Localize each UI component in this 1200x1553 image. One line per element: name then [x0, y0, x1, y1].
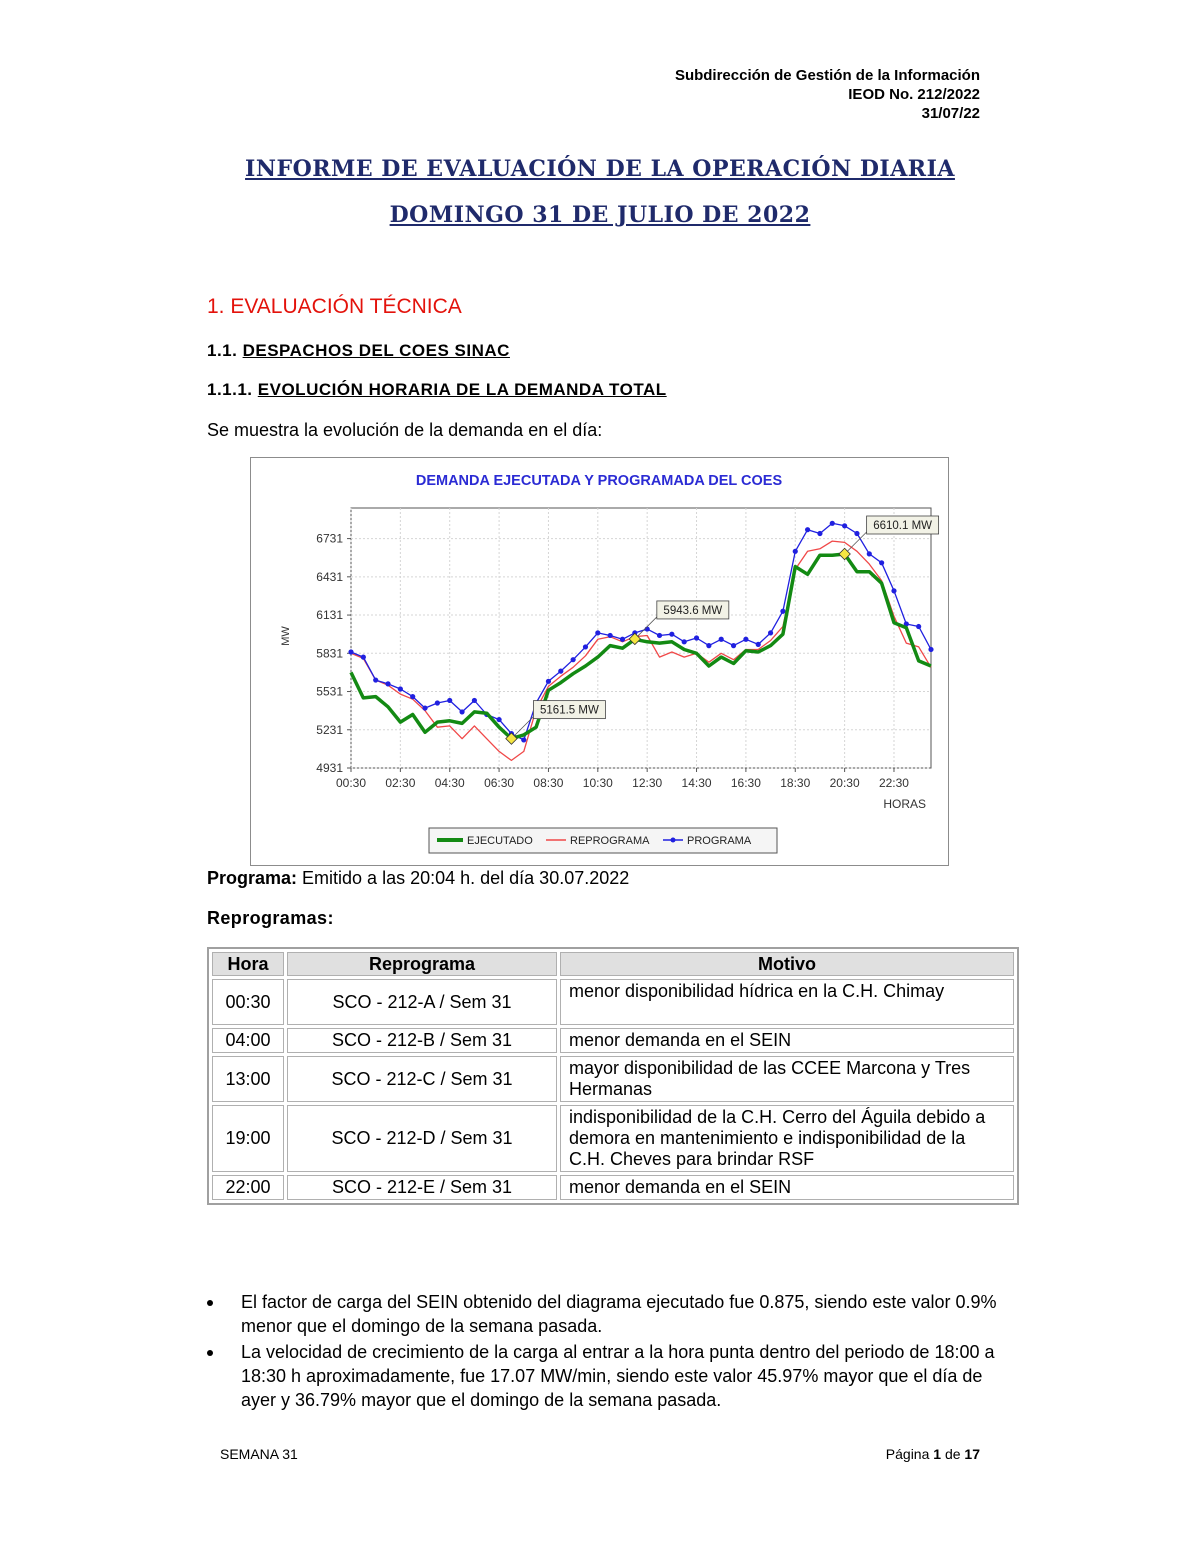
column-header-hora: Hora: [212, 952, 284, 976]
x-tick-label: 10:30: [582, 776, 613, 790]
header-department: Subdirección de Gestión de la Información: [674, 67, 980, 84]
data-point-programa: [385, 681, 390, 686]
footer-week: SEMANA 31: [220, 1446, 298, 1462]
data-point-programa: [830, 521, 835, 526]
y-tick-label: 6731: [316, 531, 343, 546]
x-tick-label: 22:30: [878, 776, 909, 790]
data-point-programa: [435, 700, 440, 705]
cell-reprograma: SCO - 212-C / Sem 31: [287, 1056, 557, 1102]
report-title: INFORME DE EVALUACIÓN DE LA OPERACIÓN DIARIA: [245, 156, 955, 182]
x-tick-label: 02:30: [385, 776, 416, 790]
data-point-programa: [571, 657, 576, 662]
data-point-programa: [891, 588, 896, 593]
section-heading-evolucion: [207, 380, 667, 400]
data-point-programa: [496, 717, 501, 722]
x-tick-label: 16:30: [730, 776, 761, 790]
cell-motivo: mayor disponibilidad de las CCEE Marcona y Tres Hermanas: [560, 1056, 1014, 1102]
data-point-programa: [546, 679, 551, 684]
x-tick-label: 00:30: [335, 776, 367, 790]
data-point-programa: [928, 647, 933, 652]
data-point-programa: [447, 698, 452, 703]
x-tick-label: 20:30: [829, 776, 860, 790]
y-tick-label: 6131: [316, 608, 343, 623]
legend-label-reprograma: REPROGRAMA: [570, 835, 650, 847]
data-point-programa: [706, 643, 711, 648]
data-point-programa: [410, 694, 415, 699]
data-point-programa: [348, 649, 353, 654]
legend-label-ejecutado: EJECUTADO: [467, 835, 533, 847]
data-point-programa: [793, 549, 798, 554]
data-point-programa: [583, 644, 588, 649]
data-point-programa: [620, 637, 625, 642]
data-point-programa: [472, 698, 477, 703]
data-point-programa: [867, 551, 872, 556]
intro-text: Se muestra la evolución de la demanda en el día:: [207, 420, 603, 440]
section-title: DESPACHOS DEL COES SINAC: [242, 341, 510, 360]
data-point-programa: [422, 705, 427, 710]
x-tick-label: 12:30: [632, 776, 663, 790]
data-point-programa: [719, 637, 724, 642]
column-header-motivo: Motivo: [560, 952, 1014, 976]
cell-motivo: menor disponibilidad hídrica en la C.H. Chimay: [560, 979, 1014, 1025]
data-point-programa: [743, 637, 748, 642]
x-tick-label: 08:30: [533, 776, 564, 790]
cell-motivo: menor demanda en el SEIN: [560, 1175, 1014, 1200]
report-date-title: DOMINGO 31 DE JULIO DE 2022: [389, 202, 811, 228]
data-point-programa: [731, 643, 736, 648]
table-row: [212, 979, 1014, 1025]
programa-text: Emitido a las 20:04 h. del día 30.07.2022: [297, 868, 630, 888]
data-point-programa: [780, 609, 785, 614]
list-item: [207, 1340, 997, 1412]
y-axis-label: MW: [280, 626, 292, 646]
programa-line: [207, 868, 629, 889]
data-point-programa: [842, 523, 847, 528]
page-of: de: [944, 1446, 961, 1462]
chart-title: DEMANDA EJECUTADA Y PROGRAMADA DEL COES: [415, 473, 783, 489]
y-tick-label: 5231: [316, 722, 343, 737]
table-row: [212, 1056, 1014, 1102]
demand-chart-svg: [251, 458, 948, 865]
data-point-programa: [361, 655, 366, 660]
data-point-programa: [879, 560, 884, 565]
header-report-number: IEOD No. 212/2022: [848, 86, 980, 103]
annotation-label: 5943.6 MW: [663, 604, 723, 617]
summary-bullets: [207, 1290, 997, 1414]
data-point-programa: [756, 642, 761, 647]
bullet-text: La velocidad de crecimiento de la carga al entrar a la hora punta dentro del periodo de 18:00 a 18:30 h aproximadamente, fue 17.07 MW/min, siendo este valor 45.97% mayor que el día de ayer y 36.79% mayor que el domingo de la semana pasada.: [241, 1342, 995, 1410]
data-point-programa: [682, 639, 687, 644]
cell-hora: 13:00: [212, 1056, 284, 1102]
cell-hora: 19:00: [212, 1105, 284, 1172]
data-point-programa: [669, 632, 674, 637]
bullet-icon: [207, 1300, 213, 1306]
data-point-programa: [645, 626, 650, 631]
data-point-programa: [459, 709, 464, 714]
bullet-text: El factor de carga del SEIN obtenido del diagrama ejecutado fue 0.875, siendo este valor 0.9% menor que el domingo de la semana pasada.: [241, 1292, 997, 1336]
table-row: [212, 1028, 1014, 1053]
y-tick-label: 5831: [316, 646, 343, 661]
x-tick-label: 18:30: [780, 776, 811, 790]
data-point-programa: [694, 635, 699, 640]
annotation-label: 6610.1 MW: [873, 519, 933, 532]
chart-legend: [429, 828, 777, 853]
bullet-icon: [207, 1350, 213, 1356]
y-tick-label: 5531: [316, 684, 343, 699]
cell-motivo: menor demanda en el SEIN: [560, 1028, 1014, 1053]
cell-reprograma: SCO - 212-D / Sem 31: [287, 1105, 557, 1172]
x-axis-ticks: [336, 768, 909, 790]
data-point-programa: [854, 531, 859, 536]
data-point-programa: [595, 630, 600, 635]
section-title: EVOLUCIÓN HORARIA DE LA DEMANDA TOTAL: [257, 380, 667, 399]
cell-reprograma: SCO - 212-A / Sem 31: [287, 979, 557, 1025]
list-item: [207, 1290, 997, 1338]
legend-label-programa: PROGRAMA: [687, 835, 752, 847]
document-header: [675, 66, 980, 123]
data-point-programa: [657, 633, 662, 638]
data-point-programa: [608, 633, 613, 638]
cell-motivo: indisponibilidad de la C.H. Cerro del Águila debido a demora en mantenimiento e indisponibilidad de la C.H. Cheves para brindar RSF: [560, 1105, 1014, 1172]
header-date: 31/07/22: [921, 105, 980, 122]
cell-reprograma: SCO - 212-B / Sem 31: [287, 1028, 557, 1053]
reprogramas-label: Reprogramas:: [207, 908, 334, 928]
table-row: [212, 1175, 1014, 1200]
y-axis-ticks: [316, 532, 351, 775]
cell-hora: 00:30: [212, 979, 284, 1025]
reprogramas-table: [207, 947, 1019, 1205]
x-tick-label: 06:30: [484, 776, 515, 790]
programa-label: Programa:: [207, 868, 298, 888]
table-row: [212, 1105, 1014, 1172]
y-tick-label: 4931: [316, 761, 343, 775]
section-number: 1.1.1.: [207, 380, 253, 399]
plot-area: [351, 508, 931, 768]
y-tick-label: 6431: [316, 569, 343, 584]
data-point-programa: [521, 737, 526, 742]
table-header-row: [212, 952, 1014, 976]
data-point-programa: [558, 669, 563, 674]
data-point-programa: [373, 677, 378, 682]
annotation-label: 5161.5 MW: [540, 704, 599, 717]
section-heading-evaluacion-tecnica: 1. EVALUACIÓN TÉCNICA: [207, 295, 462, 318]
section-heading-despachos: [207, 341, 510, 361]
data-point-programa: [398, 686, 403, 691]
page-current: 1: [933, 1446, 942, 1462]
page-total: 17: [964, 1446, 980, 1462]
demand-chart: [250, 457, 949, 866]
cell-hora: 04:00: [212, 1028, 284, 1053]
data-point-programa: [805, 527, 810, 532]
x-tick-label: 04:30: [434, 776, 465, 790]
data-point-programa: [817, 531, 822, 536]
cell-reprograma: SCO - 212-E / Sem 31: [287, 1175, 557, 1200]
column-header-reprograma: Reprograma: [287, 952, 557, 976]
x-axis-label: HORAS: [883, 797, 926, 811]
cell-hora: 22:00: [212, 1175, 284, 1200]
page-prefix: Página: [885, 1446, 930, 1462]
x-tick-label: 14:30: [681, 776, 712, 790]
data-point-programa: [916, 624, 921, 629]
data-point-programa: [768, 630, 773, 635]
section-number: 1.1.: [207, 341, 238, 360]
footer-page-number: [886, 1446, 980, 1462]
